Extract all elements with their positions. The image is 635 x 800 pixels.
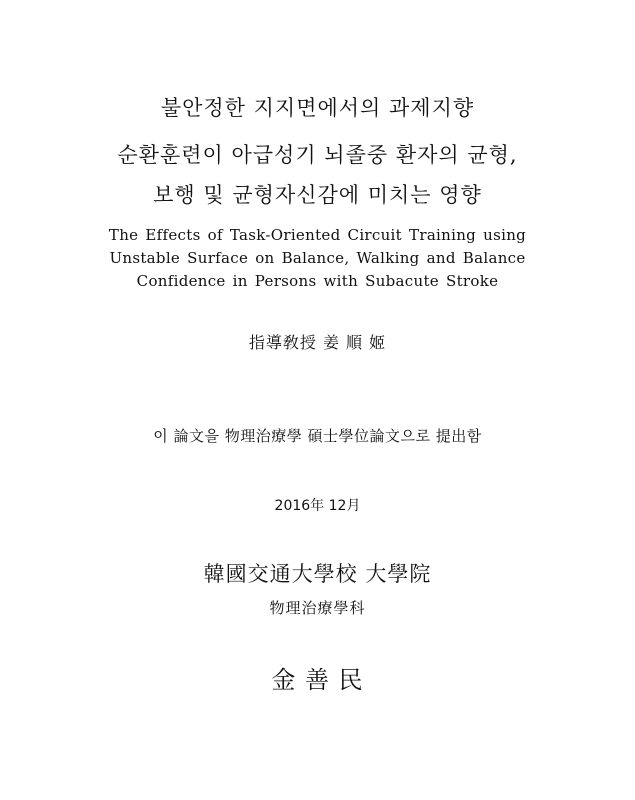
- english-title-line-1: The Effects of Task-Oriented Circuit Training using: [108, 226, 527, 244]
- korean-title-line-2: 순환훈련이 아급성기 뇌졸중 환자의 균형,: [117, 143, 518, 167]
- department-name: 物理治療學科: [269, 599, 366, 617]
- english-title-line-2: Unstable Surface on Balance, Walking and Balance: [109, 249, 526, 267]
- english-title-line-3: Confidence in Persons with Subacute Stroke: [136, 272, 499, 290]
- korean-title-line-1: 불안정한 지지면에서의 과제지향: [160, 96, 475, 120]
- submission-date: 2016年 12月: [274, 498, 361, 514]
- advisor-line: 指導敎授 姜 順 姬: [248, 333, 387, 352]
- korean-title-line-3: 보행 및 균형자신감에 미치는 영향: [153, 183, 482, 207]
- university-name: 韓國交通大學校 大學院: [203, 562, 432, 586]
- submission-statement: 이 論文을 物理治療學 碩士學位論文으로 提出함: [153, 427, 482, 445]
- author-name: 金 善 民: [271, 666, 364, 694]
